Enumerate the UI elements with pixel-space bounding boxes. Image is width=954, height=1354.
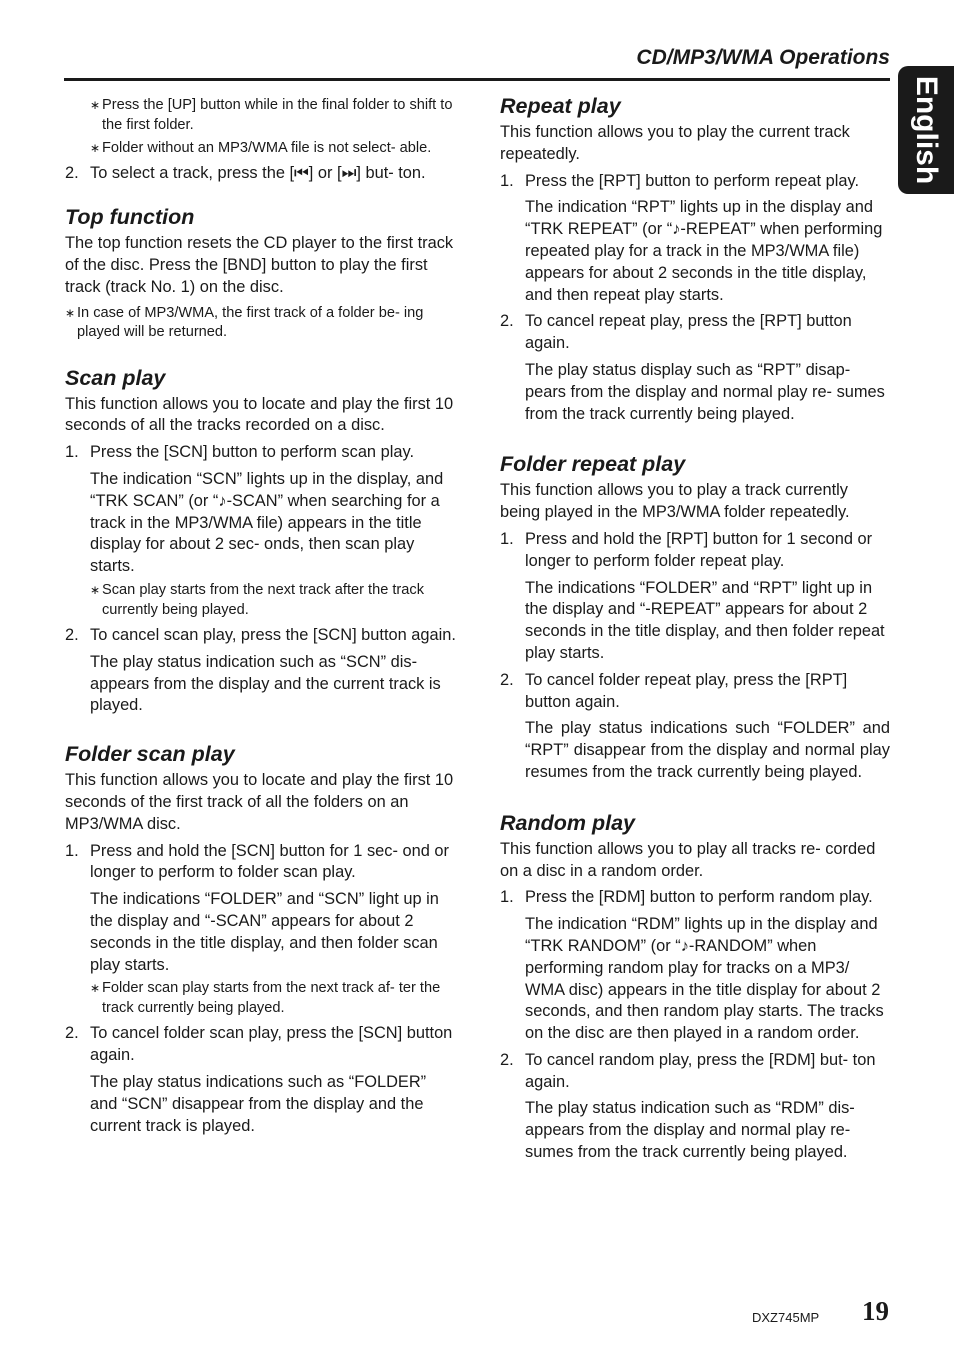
note-text: Folder scan play starts from the next track af- ter the track currently being played. (102, 980, 441, 1016)
step-detail: The indication “SCN” lights up in the display, and “TRK SCAN” (or “♪-SCAN” when searching for a track in the MP3/WMA file) appears in the title display for about 2 sec- onds, then scan play starts. (90, 470, 444, 576)
scan-play-section (65, 365, 457, 718)
step-detail: The indication “RPT” lights up in the display and “TRK REPEAT” (or “♪-REPEAT” when performing repeated play for a track in the MP3/WMA file) appears for about 2 seconds in the title display, and then repeat play starts. (525, 198, 883, 304)
note: ∗ In case of MP3/WMA, the first track of a folder be- ing played will be returned. (65, 304, 457, 343)
note: ∗ Folder scan play starts from the next track af- ter the track currently being played. (90, 979, 457, 1018)
step-text: To cancel folder scan play, press the [SCN] button again. (90, 1024, 453, 1065)
header-rule (64, 78, 890, 81)
page-number: 19 (862, 1296, 889, 1326)
section-heading: Random play (500, 810, 635, 835)
top-function-section (65, 204, 457, 342)
section-heading: Scan play (65, 365, 166, 390)
step-detail: The indications “FOLDER” and “RPT” light up in the display and “-REPEAT” appears for about 2 seconds in the title display, and then folder repeat play starts. (525, 578, 885, 662)
step: 1. Press and hold the [RPT] button for 1 second or longer to perform folder repeat play. (500, 529, 890, 573)
section-intro: This function allows you to locate and play the first 10 seconds of all the tracks recorded on a disc. (65, 394, 454, 435)
step: 2. To cancel folder scan play, press the [SCN] button again. (65, 1023, 457, 1067)
step: 1. Press the [RPT] button to perform repeat play. (500, 171, 890, 193)
folder-repeat-section (500, 451, 890, 783)
step-text: Press the [SCN] button to perform scan play. (90, 443, 415, 462)
step-text: To cancel random play, press the [RDM] but- ton again. (525, 1050, 876, 1091)
step-text: To select a track, press the [⏮] or [⏭] but- ton. (90, 163, 426, 182)
folder-scan-section (65, 741, 457, 1137)
step-detail: The indications “FOLDER” and “SCN” light up in the display and “-SCAN” appears for about 2 seconds in the title display, and then folder scan play starts. (90, 890, 439, 974)
step: 1. Press and hold the [SCN] button for 1 sec- ond or longer to perform to folder scan play. (65, 841, 457, 885)
model-number: DXZ745MP (752, 1310, 820, 1325)
step-text: To cancel folder repeat play, press the [RPT] button again. (525, 670, 848, 711)
step: 1. Press the [RDM] button to perform random play. (500, 887, 890, 909)
section-heading: Repeat play (500, 94, 621, 118)
note-text: Scan play starts from the next track after the track currently being played. (102, 582, 425, 618)
random-play-section (500, 810, 890, 1164)
section-title: CD/MP3/WMA Operations (636, 46, 890, 69)
note-text: Press the [UP] button while in the final folder to shift to the first folder. (102, 97, 453, 133)
language-tab (898, 66, 954, 194)
step-detail: The play status indication such as “RDM” dis- appears from the display and normal play re- sumes from the track currently being played. (525, 1099, 855, 1162)
note-text: Folder without an MP3/WMA file is not select- able. (102, 140, 432, 156)
note: ∗ Folder without an MP3/WMA file is not select- able. (90, 139, 457, 159)
section-intro: This function allows you to play the current track repeatedly. (500, 123, 850, 163)
note-text: In case of MP3/WMA, the first track of a folder be- ing played will be returned. (77, 304, 424, 341)
language-tab-label: English (910, 75, 943, 185)
step: 2. To select a track, press the [⏮] or [⏭] but- ton. (65, 163, 457, 185)
step-text: Press and hold the [RPT] button for 1 second or longer to perform folder repeat play. (525, 529, 873, 570)
step: 2. To cancel repeat play, press the [RPT] button again. (500, 311, 890, 355)
right-column (500, 93, 890, 1169)
step-text: To cancel repeat play, press the [RPT] button again. (525, 312, 852, 353)
step-text: Press the [RDM] button to perform random play. (525, 888, 873, 907)
step-text: Press and hold the [SCN] button for 1 sec- ond or longer to perform to folder scan play. (90, 841, 449, 882)
step: 2. To cancel scan play, press the [SCN] button again. (65, 625, 457, 647)
step-detail: The play status indication such as “SCN” dis- appears from the display and the current track is played. (90, 652, 441, 715)
step-text: Press the [RPT] button to perform repeat play. (525, 171, 860, 190)
step-detail: The play status display such as “RPT” disap- pears from the display and normal play re- sumes from the track currently being played. (525, 360, 885, 423)
step-detail: The play status indications such as “FOLDER” and “SCN” disappear from the display and the current track is played. (90, 1073, 427, 1135)
left-column (65, 93, 457, 1142)
section-intro: This function allows you to play all tracks re- corded on a disc in a random order. (500, 839, 876, 880)
section-intro: This function allows you to play a track currently being played in the MP3/WMA folder repeatedly. (500, 481, 850, 522)
section-heading: Top function (65, 205, 195, 230)
step: 1. Press the [SCN] button to perform scan play. (65, 442, 457, 464)
section-intro: The top function resets the CD player to the first track of the disc. Press the [BND] button to play the first track (track No. 1) on the disc. (65, 234, 454, 296)
note: ∗ Press the [UP] button while in the final folder to shift to the first folder. (90, 96, 457, 135)
step: 2. To cancel folder repeat play, press the [RPT] button again. (500, 670, 890, 714)
section-heading: Folder scan play (65, 742, 235, 767)
step-detail: The play status indications such “FOLDER” and “RPT” disappear from the display and normal play resumes from the track currently being played. (525, 719, 890, 781)
section-heading: Folder repeat play (500, 452, 686, 477)
step-detail: The indication “RDM” lights up in the display and “TRK RANDOM” (or “♪-RANDOM” when performing random play for tracks on a MP3/ WMA disc) appears in the title display for about 2 seconds, and then random play starts. The tracks on the disc are then played in a random order. (525, 915, 884, 1043)
section-intro: This function allows you to locate and play the first 10 seconds of the first track of all the folders on an MP3/WMA disc. (65, 771, 454, 833)
note: ∗ Scan play starts from the next track after the track currently being played. (90, 581, 457, 620)
step-text: To cancel scan play, press the [SCN] button again. (90, 626, 456, 645)
step: 2. To cancel random play, press the [RDM] but- ton again. (500, 1050, 890, 1094)
repeat-play-section (500, 93, 890, 425)
